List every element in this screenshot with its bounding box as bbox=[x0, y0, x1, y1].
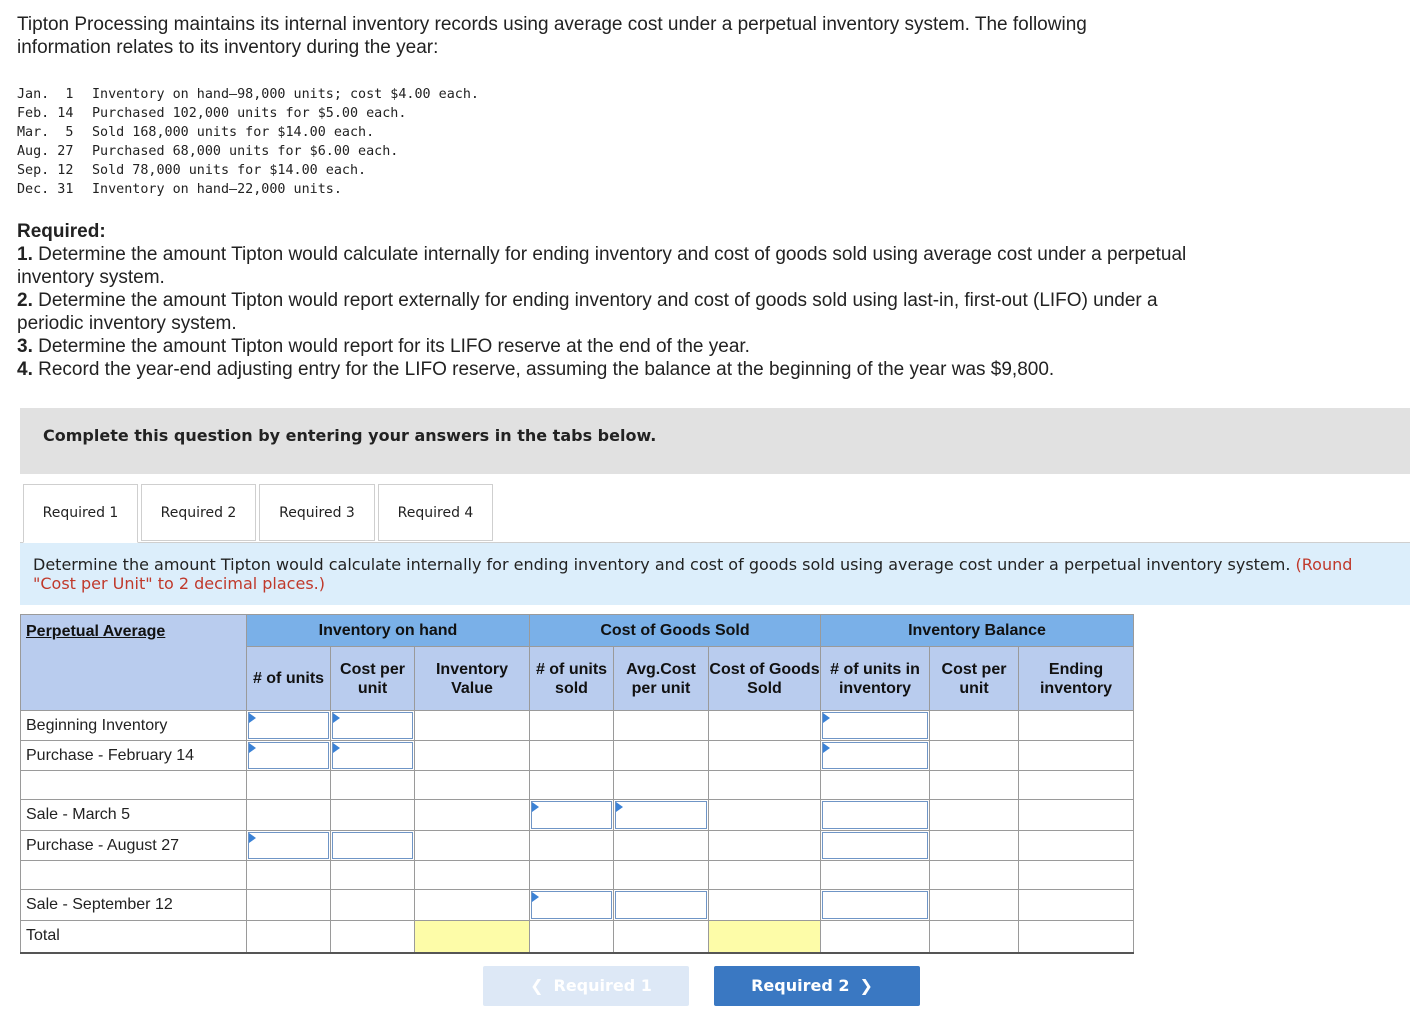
inventory-value-total-cell bbox=[415, 921, 530, 953]
units-cell bbox=[247, 771, 331, 800]
units-input[interactable] bbox=[248, 832, 329, 859]
balance-units-cell[interactable] bbox=[821, 831, 930, 861]
event-text: Purchased 68,000 units for $6.00 each. bbox=[92, 144, 399, 159]
required-section bbox=[17, 220, 1207, 381]
chevron-right-icon: ❯ bbox=[859, 976, 873, 995]
units-cell[interactable] bbox=[247, 711, 331, 741]
balance-cost-cell bbox=[930, 741, 1019, 771]
row-label: Beginning Inventory bbox=[21, 711, 247, 741]
balance-cost-cell bbox=[930, 771, 1019, 800]
col-inventory-value: Inventory Value bbox=[415, 647, 530, 711]
cost-cell[interactable] bbox=[331, 711, 415, 741]
ending-cell bbox=[1019, 771, 1134, 800]
table-row bbox=[21, 831, 1134, 861]
balance-cost-cell bbox=[930, 890, 1019, 921]
cost-cell bbox=[331, 921, 415, 953]
cogs-cell bbox=[709, 771, 821, 800]
cogs-cell bbox=[709, 890, 821, 921]
row-label bbox=[21, 771, 247, 800]
avg-cost-cell bbox=[614, 921, 709, 953]
group-cost-of-goods-sold: Cost of Goods Sold bbox=[530, 615, 821, 647]
corner-label: Perpetual Average bbox=[26, 623, 166, 640]
event-row bbox=[17, 180, 479, 199]
units-cell bbox=[247, 800, 331, 831]
ending-cell bbox=[1019, 800, 1134, 831]
cogs-cell bbox=[709, 861, 821, 890]
event-row bbox=[17, 123, 479, 142]
required-text: Determine the amount Tipton would report externally for ending inventory and cost of goods sold using last-in, first-out (LIFO) under a periodic inventory system. bbox=[17, 290, 1158, 334]
sold-cell[interactable] bbox=[530, 800, 614, 831]
units-sold-input[interactable] bbox=[531, 801, 612, 829]
cogs-cell bbox=[709, 831, 821, 861]
value-cell bbox=[415, 861, 530, 890]
required-num: 4. bbox=[17, 359, 33, 380]
balance-cost-cell bbox=[930, 861, 1019, 890]
event-text: Sold 78,000 units for $14.00 each. bbox=[92, 163, 367, 178]
value-cell bbox=[415, 800, 530, 831]
balance-units-cell[interactable] bbox=[821, 711, 930, 741]
required-num: 3. bbox=[17, 336, 33, 357]
required-item bbox=[17, 243, 1207, 289]
required-text: Determine the amount Tipton would report for its LIFO reserve at the end of the year. bbox=[38, 336, 750, 357]
value-cell bbox=[415, 741, 530, 771]
prev-button[interactable] bbox=[483, 966, 689, 1006]
event-row bbox=[17, 85, 479, 104]
value-cell bbox=[415, 831, 530, 861]
table-row bbox=[21, 861, 1134, 890]
event-date: Mar. 5 bbox=[17, 125, 74, 140]
event-date: Dec. 31 bbox=[17, 182, 74, 197]
col-cogs: Cost of Goods Sold bbox=[709, 647, 821, 711]
units-cell bbox=[247, 861, 331, 890]
event-row bbox=[17, 161, 479, 180]
balance-units-cell[interactable] bbox=[821, 890, 930, 921]
col-units: # of units bbox=[247, 647, 331, 711]
ending-cell bbox=[1019, 831, 1134, 861]
balance-units-input[interactable] bbox=[822, 801, 928, 829]
ending-inventory-total-cell bbox=[1019, 921, 1134, 953]
required-heading: Required: bbox=[17, 221, 106, 242]
cost-cell[interactable] bbox=[331, 831, 415, 861]
avg-cost-cell[interactable] bbox=[614, 890, 709, 921]
sold-cell bbox=[530, 711, 614, 741]
next-button[interactable] bbox=[714, 966, 920, 1006]
sold-cell bbox=[530, 741, 614, 771]
required-item bbox=[17, 335, 1207, 358]
col-ending-inventory: Ending inventory bbox=[1019, 647, 1134, 711]
row-label: Total bbox=[21, 921, 247, 953]
tab-required-2[interactable]: Required 2 bbox=[141, 484, 256, 541]
group-inventory-balance: Inventory Balance bbox=[821, 615, 1134, 647]
balance-units-cell bbox=[821, 771, 930, 800]
required-item bbox=[17, 358, 1207, 381]
required-text: Determine the amount Tipton would calculate internally for ending inventory and cost of goods sold using average cost under a perpetual inventory system. bbox=[17, 244, 1187, 288]
avg-cost-cell bbox=[614, 831, 709, 861]
cogs-cell bbox=[709, 741, 821, 771]
balance-cost-cell bbox=[930, 831, 1019, 861]
ending-cell bbox=[1019, 711, 1134, 741]
event-date: Aug. 27 bbox=[17, 144, 74, 159]
units-cell[interactable] bbox=[247, 741, 331, 771]
table-row bbox=[21, 771, 1134, 800]
units-input[interactable] bbox=[248, 742, 329, 769]
balance-units-cell[interactable] bbox=[821, 741, 930, 771]
sold-cell[interactable] bbox=[530, 890, 614, 921]
cost-cell bbox=[331, 861, 415, 890]
event-text: Inventory on hand—22,000 units. bbox=[92, 182, 342, 197]
cost-input[interactable] bbox=[332, 712, 413, 739]
event-list bbox=[17, 85, 479, 199]
required-num: 2. bbox=[17, 290, 33, 311]
next-label: Required 2 bbox=[751, 976, 850, 995]
corner-header bbox=[21, 615, 247, 711]
tab-required-3[interactable]: Required 3 bbox=[259, 484, 375, 541]
prev-label: Required 1 bbox=[553, 976, 652, 995]
cogs-cell bbox=[709, 711, 821, 741]
perpetual-average-table bbox=[20, 614, 1134, 954]
row-label: Purchase - August 27 bbox=[21, 831, 247, 861]
avg-cost-cell[interactable] bbox=[614, 800, 709, 831]
event-text: Inventory on hand—98,000 units; cost $4.00 each. bbox=[92, 87, 479, 102]
cost-cell bbox=[331, 890, 415, 921]
row-label: Purchase - February 14 bbox=[21, 741, 247, 771]
balance-cost-cell bbox=[930, 711, 1019, 741]
instruction-text: Determine the amount Tipton would calculate internally for ending inventory and cost of goods sold using average cost under a perpetual inventory system. bbox=[33, 555, 1291, 574]
balance-units-input[interactable] bbox=[822, 742, 928, 769]
cost-cell[interactable] bbox=[331, 741, 415, 771]
tab-required-1[interactable]: Required 1 bbox=[23, 484, 138, 543]
units-sold-input[interactable] bbox=[531, 891, 612, 919]
units-cell[interactable] bbox=[247, 831, 331, 861]
cost-input[interactable] bbox=[332, 742, 413, 769]
rounding-note: (Round "Cost per Unit" to 2 decimal places.) bbox=[33, 555, 1353, 593]
required-item bbox=[17, 289, 1207, 335]
value-cell bbox=[415, 771, 530, 800]
units-input[interactable] bbox=[248, 712, 329, 739]
sold-cell bbox=[530, 831, 614, 861]
avg-cost-input[interactable] bbox=[615, 891, 707, 919]
value-cell bbox=[415, 711, 530, 741]
required-num: 1. bbox=[17, 244, 33, 265]
group-header-row bbox=[21, 615, 1134, 647]
banner-text: Complete this question by entering your answers in the tabs below. bbox=[43, 426, 657, 445]
cost-input[interactable] bbox=[332, 832, 413, 859]
event-row bbox=[17, 104, 479, 123]
instruction-box bbox=[20, 543, 1410, 605]
ending-cell bbox=[1019, 861, 1134, 890]
avg-cost-cell bbox=[614, 741, 709, 771]
balance-cost-cell bbox=[930, 921, 1019, 953]
avg-cost-input[interactable] bbox=[615, 801, 707, 829]
event-date: Jan. 1 bbox=[17, 87, 74, 102]
cost-cell bbox=[331, 800, 415, 831]
table-row bbox=[21, 741, 1134, 771]
sold-cell bbox=[530, 771, 614, 800]
event-text: Sold 168,000 units for $14.00 each. bbox=[92, 125, 375, 140]
cogs-cell bbox=[709, 800, 821, 831]
col-cost-per-unit: Cost per unit bbox=[331, 647, 415, 711]
balance-units-input[interactable] bbox=[822, 832, 928, 859]
col-units-sold: # of units sold bbox=[530, 647, 614, 711]
ending-cell bbox=[1019, 741, 1134, 771]
intro-text: Tipton Processing maintains its internal inventory records using average cost under a perpetual inventory system. The following information relates to its inventory during the year: bbox=[17, 14, 1087, 58]
units-total-cell bbox=[247, 921, 331, 953]
balance-units-cell bbox=[821, 921, 930, 953]
sold-cell bbox=[530, 861, 614, 890]
col-avg-cost: Avg.Cost per unit bbox=[614, 647, 709, 711]
table-row bbox=[21, 711, 1134, 741]
balance-units-cell bbox=[821, 861, 930, 890]
avg-cost-cell bbox=[614, 711, 709, 741]
required-text: Record the year-end adjusting entry for the LIFO reserve, assuming the balance at the beginning of the year was $9,800. bbox=[38, 359, 1055, 380]
cost-cell bbox=[331, 771, 415, 800]
value-cell bbox=[415, 890, 530, 921]
avg-cost-cell bbox=[614, 771, 709, 800]
group-inventory-on-hand: Inventory on hand bbox=[247, 615, 530, 647]
units-cell bbox=[247, 890, 331, 921]
ending-cell bbox=[1019, 890, 1134, 921]
total-row bbox=[21, 921, 1134, 953]
event-text: Purchased 102,000 units for $5.00 each. bbox=[92, 106, 407, 121]
row-label: Sale - March 5 bbox=[21, 800, 247, 831]
table-row bbox=[21, 890, 1134, 921]
table-row bbox=[21, 800, 1134, 831]
col-units-in-inventory: # of units in inventory bbox=[821, 647, 930, 711]
event-date: Feb. 14 bbox=[17, 106, 74, 121]
chevron-left-icon: ❮ bbox=[530, 976, 544, 995]
balance-cost-cell bbox=[930, 800, 1019, 831]
event-row bbox=[17, 142, 479, 161]
tab-required-4[interactable]: Required 4 bbox=[378, 484, 493, 541]
cogs-total-cell bbox=[709, 921, 821, 953]
balance-units-input[interactable] bbox=[822, 712, 928, 739]
event-date: Sep. 12 bbox=[17, 163, 74, 178]
row-label: Sale - September 12 bbox=[21, 890, 247, 921]
sold-cell bbox=[530, 921, 614, 953]
row-label bbox=[21, 861, 247, 890]
col-balance-cost-per-unit: Cost per unit bbox=[930, 647, 1019, 711]
complete-banner bbox=[20, 408, 1410, 474]
balance-units-cell[interactable] bbox=[821, 800, 930, 831]
balance-units-input[interactable] bbox=[822, 891, 928, 919]
avg-cost-cell bbox=[614, 861, 709, 890]
